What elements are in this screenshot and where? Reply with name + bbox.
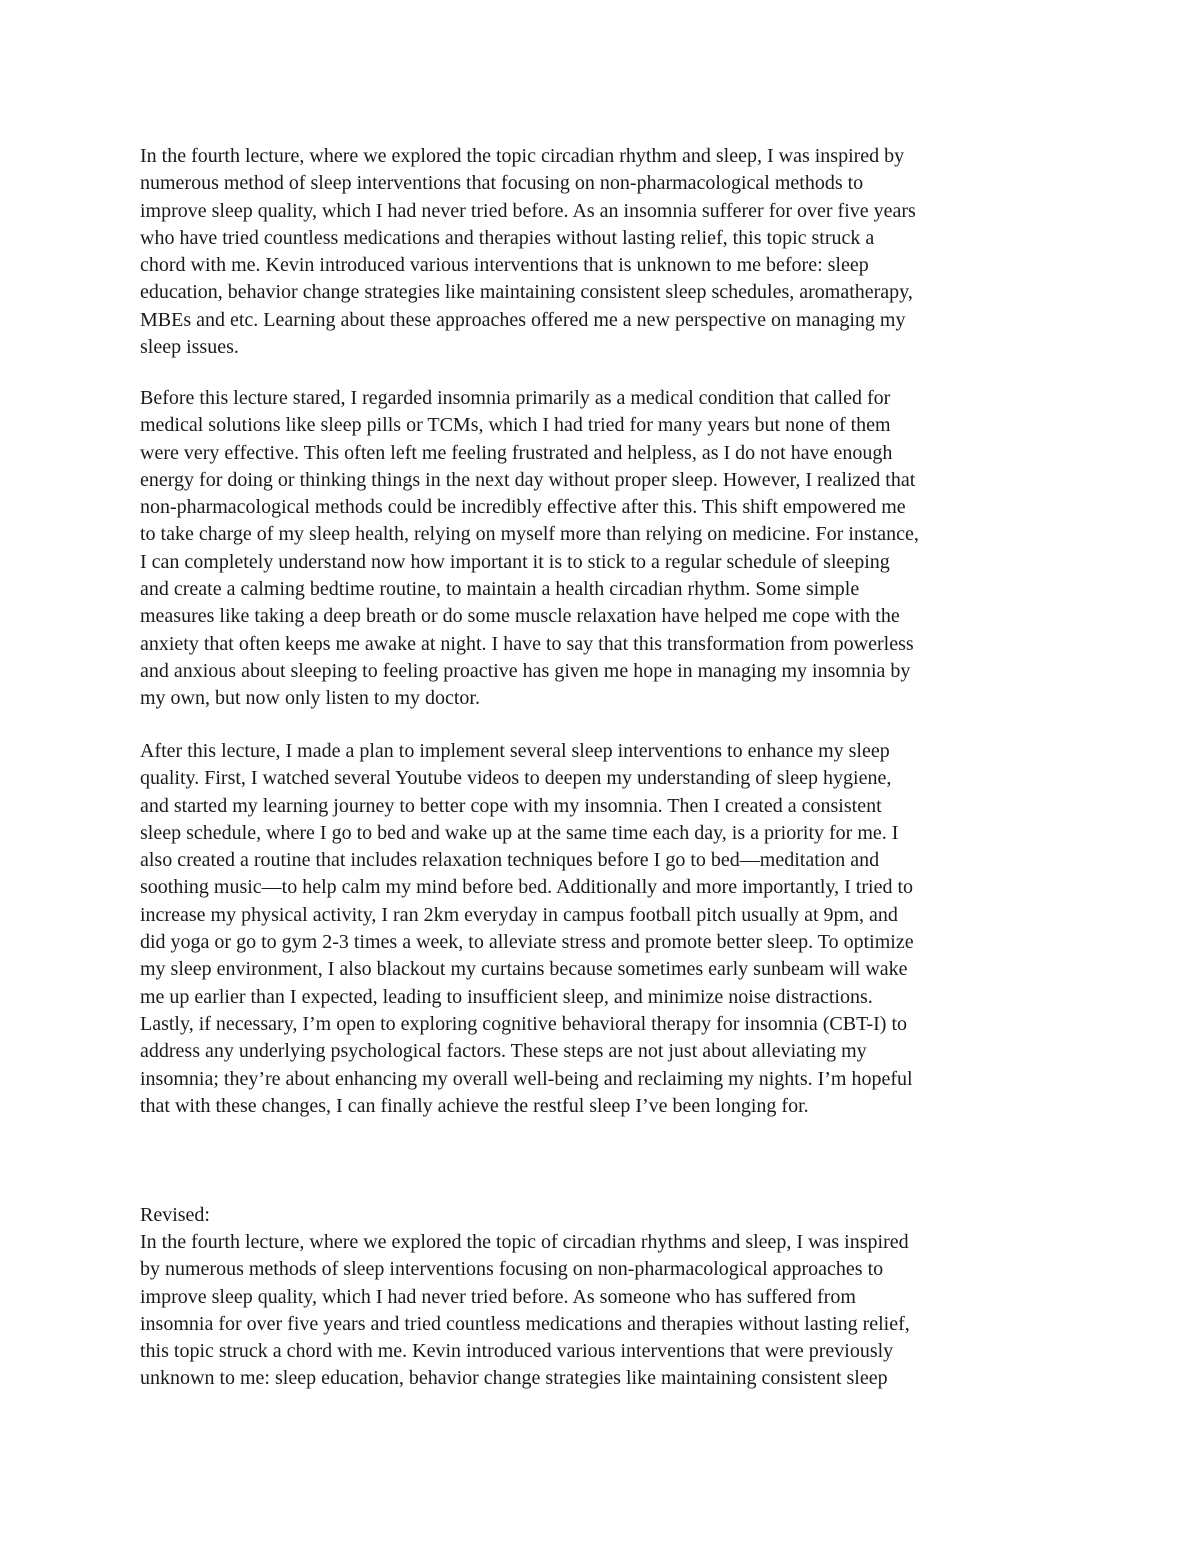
paragraph-1 <box>140 143 1070 361</box>
paragraph-line: soothing music—to help calm my mind before bed. Additionally and more importantly, I tried to <box>140 876 914 899</box>
paragraph-line: also created a routine that includes relaxation techniques before I go to bed—meditation and <box>140 849 880 872</box>
paragraph-line: insomnia for over five years and tried countless medications and therapies without lasting relief, <box>140 1312 910 1335</box>
paragraph-line: chord with me. Kevin introduced various interventions that is unknown to me before: sleep <box>140 254 869 277</box>
paragraph-line: Before this lecture stared, I regarded insomnia primarily as a medical condition that called for <box>140 387 891 409</box>
revised-heading <box>140 1202 1070 1229</box>
revised-paragraph <box>140 1229 1070 1393</box>
paragraph-2 <box>140 385 1070 713</box>
paragraph-line: education, behavior change strategies like maintaining consistent sleep schedules, aromatherapy, <box>140 281 913 304</box>
paragraph-line: improve sleep quality, which I had never tried before. As an insomnia sufferer for over five years <box>140 199 916 222</box>
paragraph-line: anxiety that often keeps me awake at night. I have to say that this transformation from powerless <box>140 632 914 655</box>
paragraph-line: sleep issues. <box>140 336 239 359</box>
paragraph-line: that with these changes, I can finally achieve the restful sleep I’ve been longing for. <box>140 1094 809 1117</box>
paragraph-line: MBEs and etc. Learning about these approaches offered me a new perspective on managing my <box>140 308 906 331</box>
paragraph-line: improve sleep quality, which I had never tried before. As someone who has suffered from <box>140 1285 856 1308</box>
paragraph-line: In the fourth lecture, where we explored the topic of circadian rhythms and sleep, I was inspired <box>140 1231 909 1253</box>
paragraph-line: this topic struck a chord with me. Kevin introduced various interventions that were previously <box>140 1340 894 1363</box>
paragraph-line: increase my physical activity, I ran 2km everyday in campus football pitch usually at 9pm, and <box>140 903 898 926</box>
paragraph-line: me up earlier than I expected, leading to insufficient sleep, and minimize noise distractions. <box>140 985 873 1008</box>
paragraph-line: and started my learning journey to better cope with my insomnia. Then I created a consistent <box>140 794 882 817</box>
paragraph-line: were very effective. This often left me feeling frustrated and helpless, as I do not have enough <box>140 441 893 464</box>
paragraph-line: my own, but now only listen to my doctor. <box>140 687 480 710</box>
paragraph-line: I can completely understand now how important it is to stick to a regular schedule of sleeping <box>140 550 890 573</box>
paragraph-line: insomnia; they’re about enhancing my overall well-being and reclaiming my nights. I’m hopeful <box>140 1067 913 1090</box>
paragraph-line: medical solutions like sleep pills or TCMs, which I had tried for many years but none of them <box>140 414 891 437</box>
paragraph-line: did yoga or go to gym 2-3 times a week, to alleviate stress and promote better sleep. To optimize <box>140 931 914 954</box>
paragraph-line: and anxious about sleeping to feeling proactive has given me hope in managing my insomnia by <box>140 659 911 682</box>
paragraph-3 <box>140 738 1070 1120</box>
paragraph-line: In the fourth lecture, where we explored the topic circadian rhythm and sleep, I was inspired by <box>140 145 905 167</box>
paragraph-line: After this lecture, I made a plan to implement several sleep interventions to enhance my sleep <box>140 740 890 762</box>
paragraph-line: address any underlying psychological factors. These steps are not just about alleviating my <box>140 1040 867 1063</box>
paragraph-line: non-pharmacological methods could be incredibly effective after this. This shift empowered me <box>140 496 906 519</box>
paragraph-line: energy for doing or thinking things in the next day without proper sleep. However, I realized that <box>140 468 916 491</box>
paragraph-line: by numerous methods of sleep interventions focusing on non-pharmacological approaches to <box>140 1258 884 1281</box>
paragraph-line: to take charge of my sleep health, relying on myself more than relying on medicine. For instance, <box>140 523 919 546</box>
paragraph-line: Lastly, if necessary, I’m open to exploring cognitive behavioral therapy for insomnia (CBT-I) to <box>140 1012 908 1035</box>
paragraph-line: and create a calming bedtime routine, to maintain a health circadian rhythm. Some simple <box>140 578 860 601</box>
paragraph-line: unknown to me: sleep education, behavior change strategies like maintaining consistent sleep <box>140 1367 888 1390</box>
paragraph-line: sleep schedule, where I go to bed and wake up at the same time each day, is a priority for me. I <box>140 821 899 844</box>
paragraph-line: numerous method of sleep interventions that focusing on non-pharmacological methods to <box>140 172 864 195</box>
revised-heading-text: Revised: <box>140 1204 210 1226</box>
paragraph-line: quality. First, I watched several Youtube videos to deepen my understanding of sleep hygiene, <box>140 767 892 790</box>
paragraph-line: measures like taking a deep breath or do some muscle relaxation have helped me cope with the <box>140 605 900 628</box>
paragraph-line: my sleep environment, I also blackout my curtains because sometimes early sunbeam will wake <box>140 958 908 981</box>
paragraph-line: who have tried countless medications and therapies without lasting relief, this topic struck a <box>140 226 875 249</box>
